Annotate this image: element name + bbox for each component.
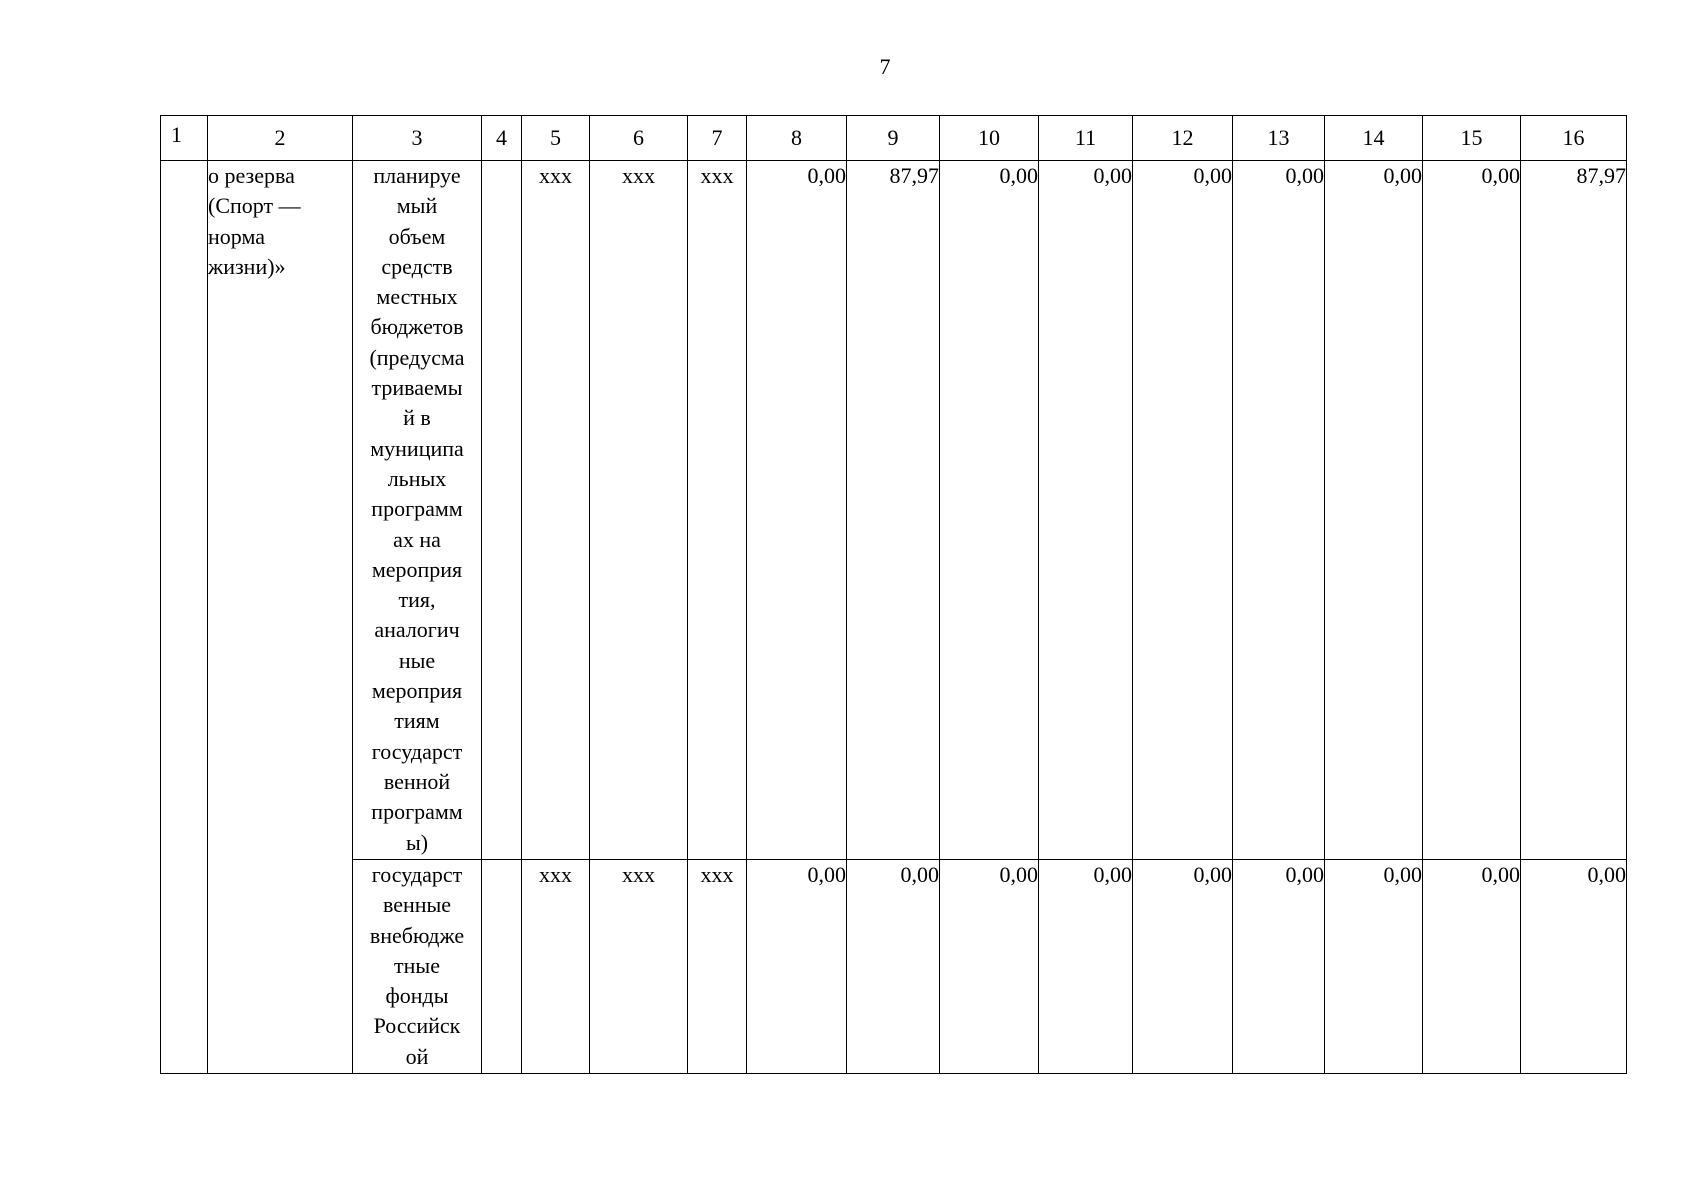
funding-source-line: венной [383,768,451,794]
funding-source-line: местных [376,284,458,310]
header-cell-14: 14 [1325,116,1423,161]
funding-source-line: й в [403,405,431,431]
col6-cell: ххх [590,860,688,1074]
header-cell-13: 13 [1233,116,1325,161]
value-cell-8: 0,00 [747,860,847,1074]
header-cell-2: 2 [208,116,353,161]
funding-source-line: (предусма [369,344,465,370]
header-cell-9: 9 [847,116,940,161]
event-name-line: (Спорт — [208,193,301,219]
budget-table [160,115,1627,1074]
header-cell-6: 6 [590,116,688,161]
funding-source-line: мый [396,193,438,219]
col5-cell: ххх [522,161,590,860]
funding-source-line: мероприя [371,678,463,704]
value-cell-10: 0,00 [940,161,1039,860]
funding-source-line: внебюдже [369,922,465,948]
value-cell-9: 0,00 [847,860,940,1074]
value-cell-13: 0,00 [1233,860,1325,1074]
value-cell-16: 0,00 [1521,860,1627,1074]
funding-source-line: средств [381,253,453,279]
funding-source-line: мероприя [371,556,463,582]
event-name-line: о резерва [208,163,295,188]
funding-source-line: тиям [394,708,440,734]
value-cell-13: 0,00 [1233,161,1325,860]
value-cell-15: 0,00 [1423,860,1521,1074]
funding-source-cell [353,161,482,860]
funding-source-line: ные [398,647,436,673]
header-cell-10: 10 [940,116,1039,161]
page-number: 7 [879,54,891,79]
table-row [161,860,1627,1074]
col7-cell: ххх [688,161,747,860]
funding-source-line: ой [405,1043,429,1069]
funding-source-line: льных [387,465,447,491]
funding-source-line: программ [371,496,463,522]
value-cell-12: 0,00 [1133,161,1233,860]
funding-source-line: ы) [405,829,429,855]
funding-source-line: тные [394,952,440,978]
row-number-cell [161,161,208,1074]
value-cell-12: 0,00 [1133,860,1233,1074]
funding-source-line: Российск [373,1013,461,1039]
table-header-row [161,116,1627,161]
event-name-line: норма [208,223,265,249]
funding-source-line: объем [388,223,446,249]
table-row [161,161,1627,860]
col4-cell [482,161,522,860]
funding-source-line: триваемы [371,375,463,401]
header-cell-11: 11 [1039,116,1133,161]
header-cell-7: 7 [688,116,747,161]
header-cell-4: 4 [482,116,522,161]
value-cell-9: 87,97 [847,161,940,860]
value-cell-14: 0,00 [1325,161,1423,860]
col4-cell [482,860,522,1074]
col5-cell: ххх [522,860,590,1074]
funding-source-cell [353,860,482,1074]
value-cell-10: 0,00 [940,860,1039,1074]
header-cell-16: 16 [1521,116,1627,161]
header-cell-15: 15 [1423,116,1521,161]
funding-source-line: государст [371,738,463,764]
value-cell-14: 0,00 [1325,860,1423,1074]
funding-source-line: бюджетов [370,314,464,340]
funding-source-line: венные [382,892,452,918]
funding-source-line: муниципа [370,435,464,461]
funding-source-line: программ [371,799,463,825]
col7-cell: ххх [688,860,747,1074]
header-cell-12: 12 [1133,116,1233,161]
funding-source-line: аналогич [374,617,460,643]
header-cell-5: 5 [522,116,590,161]
value-cell-15: 0,00 [1423,161,1521,860]
header-cell-8: 8 [747,116,847,161]
header-cell-3: 3 [353,116,482,161]
funding-source-line: ах на [393,526,441,552]
funding-source-line: планируе [373,163,461,188]
event-name-line: жизни)» [208,253,286,279]
value-cell-11: 0,00 [1039,161,1133,860]
funding-source-line: тия, [398,587,436,613]
value-cell-11: 0,00 [1039,860,1133,1074]
value-cell-8: 0,00 [747,161,847,860]
header-cell-1: 1 [161,116,208,161]
event-name-cell [208,161,353,1074]
funding-source-line: государст [371,862,463,887]
value-cell-16: 87,97 [1521,161,1627,860]
col6-cell: ххх [590,161,688,860]
funding-source-line: фонды [385,983,449,1009]
